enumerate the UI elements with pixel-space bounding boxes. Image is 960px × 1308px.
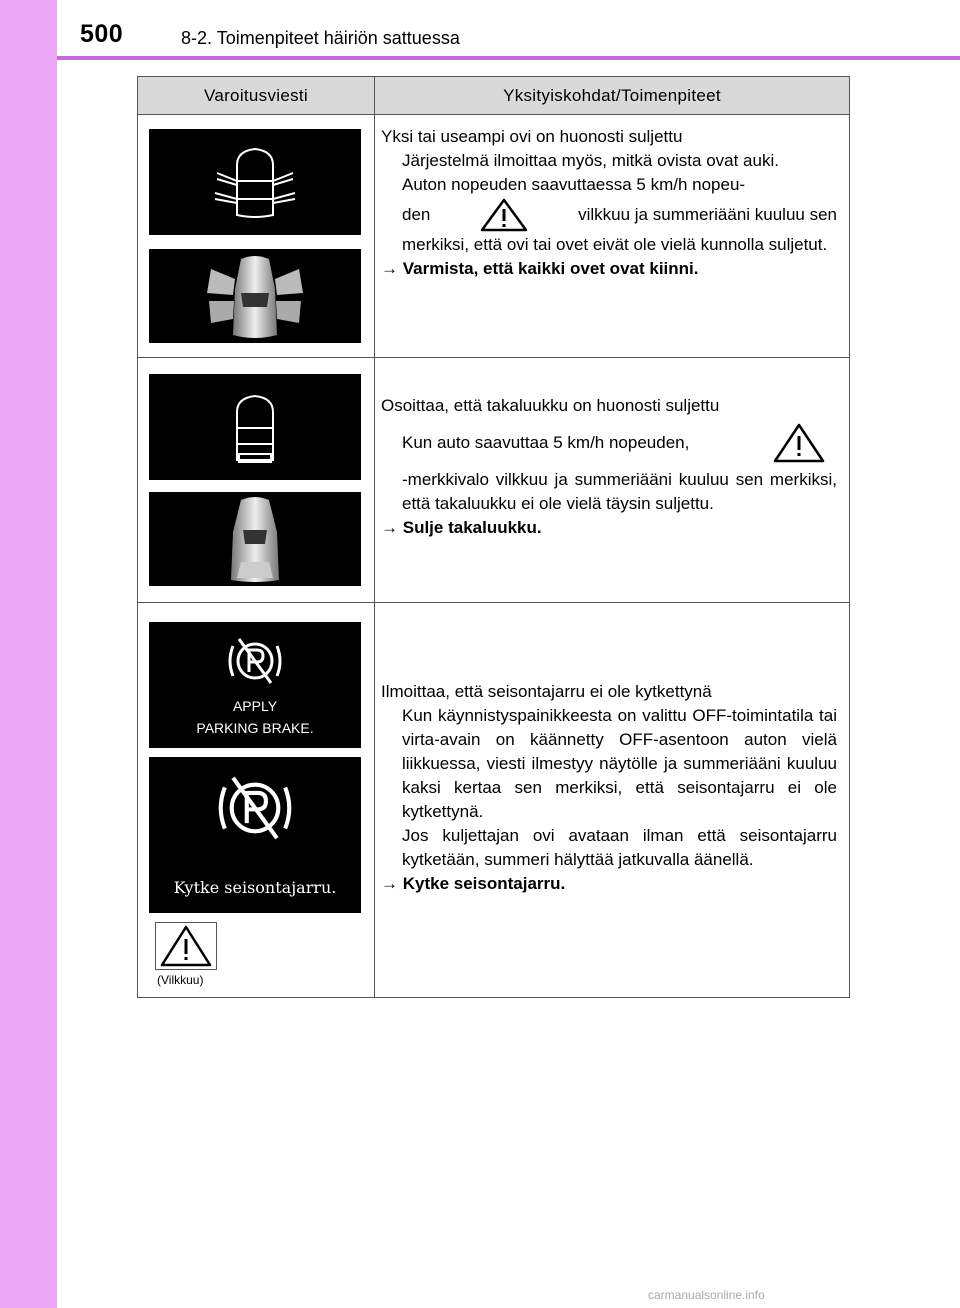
row3-title: Ilmoittaa, että seisontajarru ei ole kytkettynä [381,682,712,701]
table-row [138,115,850,358]
parking-brake-icon [225,634,285,688]
warning-triangle-icon [156,923,216,969]
tailgate-open-icon [149,374,361,480]
details-parking-brake [375,603,850,998]
watermark: carmanualsonline.info [648,1288,765,1302]
row1-line4: merkiksi, että ovi tai ovet eivät ole vielä kunnolla suljetut. [402,235,828,254]
car-doors-open-display [149,249,361,343]
warning-images-doors [138,115,375,358]
car-icon [149,492,361,586]
table-row [138,603,850,998]
display-apply: APPLY [232,698,278,714]
page-number: 500 [80,20,124,48]
row1-action: Varmista, että kaikki ovet ovat kiinni. [402,259,699,278]
row2-line1: Kun auto saavuttaa 5 km/h nopeuden, [402,433,690,452]
tailgate-outline-display [149,374,361,480]
blink-indicator-box [155,922,217,970]
warning-triangle-icon [480,198,528,232]
row2-title: Osoittaa, että takaluukku on huonosti suljettu [381,396,720,415]
row1-line3a: den [402,205,431,224]
warning-images-parking-brake [138,603,375,998]
row1-title: Yksi tai useampi ovi on huonosti suljettu [381,127,683,146]
car-tailgate-open-display [149,492,361,586]
row1-line1: Järjestelmä ilmoittaa myös, mitkä ovista ovat auki. [402,151,779,170]
row2-line2: -merkkivalo vilkkuu ja summeriääni kuuluu sen merkiksi, että takaluukku ei ole vielä täysin suljettu. [402,470,837,513]
arrow-icon: → [381,874,398,893]
kytke-seisontajarru-display [149,757,361,913]
apply-parking-brake-display [149,622,361,748]
display-kytke: Kytke seisontajarru. [173,878,337,897]
parking-brake-icon [213,771,297,845]
row3-action: Kytke seisontajarru. [402,874,566,893]
col-header-warning: Varoitusviesti [138,77,375,115]
section-title: 8-2. Toimenpiteet häiriön sattuessa [181,28,460,48]
col-header-details: Yksityiskohdat/Toimenpiteet [375,77,850,115]
table-header [138,77,850,115]
table-row [138,358,850,603]
row3-line2: Jos kuljettajan ovi avataan ilman että seisontajarru kytketään, summeri hälyttää jatkuvalla äänellä. [402,826,837,869]
warning-triangle-icon [773,423,825,463]
door-open-icon [149,129,361,235]
arrow-icon: → [381,259,398,278]
header-rule [57,56,960,60]
side-tab [0,0,57,1308]
row2-action: Sulje takaluukku. [402,518,542,537]
warning-table [137,76,850,998]
details-doors [375,115,850,358]
display-parking-brake: PARKING BRAKE. [196,720,314,736]
details-tailgate [375,358,850,603]
car-icon [149,249,361,343]
row1-line2: Auton nopeuden saavuttaessa 5 km/h nopeu- [402,175,746,194]
row3-line1: Kun käynnistyspainikkeesta on valittu OFF-toimintatila tai virta-avain on käännetty OFF-asentoon auton vielä liikkuessa, viesti ilmestyy näytölle ja summeriääni kuuluu kaksi kertaa sen merkiksi, että seisontajarru ei ole kytkettynä. [402,706,837,821]
row1-line3b: vilkkuu ja summeriääni kuuluu sen [578,205,837,224]
door-outline-display [149,129,361,235]
blink-label: (Vilkkuu) [157,973,204,987]
warning-images-tailgate [138,358,375,603]
arrow-icon: → [381,518,398,537]
